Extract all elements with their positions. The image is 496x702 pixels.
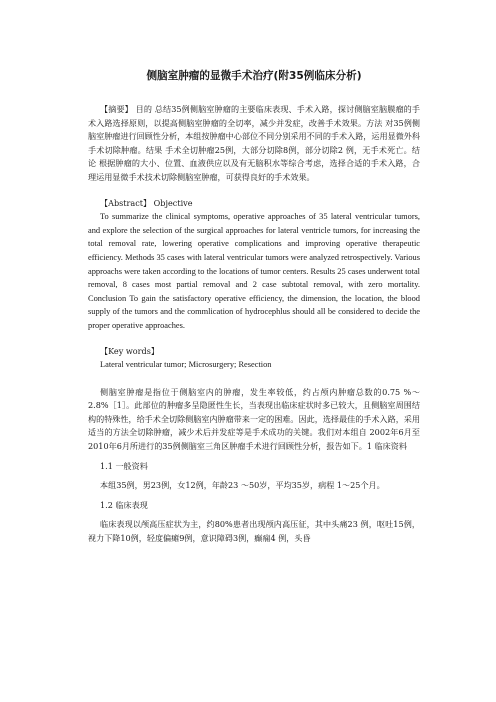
- english-abstract: To summarize the clinical symptoms, operative approaches of 35 lateral ventricular tumors, and explore the selection of the surgical approaches for lateral ventricle tumors, for increasing the total removal rate, lowering operative complications and improving operative therapeutic efficiency. Methods 35 cases with lateral ventricular tumors were analyzed retrospectively. Various approachs were taken according to the locations of tumor centers. Results 25 cases underwent total removal, 8 cases most partial removal and 2 case subtotal removal, with zero mortality. Conclusion To gain the satisfactory operative efficiency, the dimension, the location, the blood supply of the tumors and the commlication of hydrocephlus should all be considered to decide the proper operative approaches.: [88, 212, 420, 330]
- article-body: [88, 58, 420, 546]
- english-abstract-heading: 【Abstract】 Objective: [100, 197, 193, 208]
- keywords-heading: 【Key words】: [100, 345, 159, 356]
- keywords-text: Lateral ventricular tumor; Microsurgery; Resection: [100, 360, 272, 370]
- introduction-paragraph: 侧脑室肿瘤是指位于侧脑室内的肿瘤，发生率较低，约占颅内肿瘤总数的0.75 %～2.8%［1］。此部位的肿瘤多呈隐匿性生长，当表现出临床症状时多已较大，且侧脑室周围结构的特殊性，给手术全切除侧脑室内肿瘤带来一定的困难。因此，选择最佳的手术入路，采用适当的方法全切除肿瘤，减少术后并发症等是手术成功的关键。我们对本组自 2002年6月至2010年6月所进行的35例侧脑室三角区肿瘤手术进行回顾性分析，报告如下。1 临床资料: [88, 386, 420, 452]
- article-title: 侧脑室肿瘤的显微手术治疗(附35例临床分析): [146, 70, 362, 82]
- section-1-2-paragraph: 临床表现以颅高压症状为主，约80%患者出现颅内高压征，其中头痛23 例，呕吐15例，视力下降10例，轻度偏瘫9例，意识障碍3例，癫痫4 例，头昏: [88, 519, 420, 544]
- chinese-abstract: 【摘要】 目的 总结35例侧脑室肿瘤的主要临床表现、手术入路，探讨侧脑室脑膜瘤的手术入路选择原则，以提高侧脑室肿瘤的全切率，减少并发症，改善手术效果。方法 对35例侧脑室肿瘤进行回顾性分析，本组按肿瘤中心部位不同分别采用不同的手术入路，运用显微外科手术切除肿瘤。结果 手术全切肿瘤25例，大部分切除8例，部分切除2 例，无手术死亡。结论 根据肿瘤的大小、位置、血液供应以及有无脑积水等综合考虑，选择合适的手术入路，合理运用显微手术技术切除侧脑室肿瘤，可获得良好的手术效果。: [88, 104, 420, 182]
- section-1-2-heading: 1.2 临床表现: [100, 499, 148, 510]
- section-1-1-paragraph: 本组35例，男23例，女12例，年龄23 ～50岁，平均35岁，病程 1～25个月。: [100, 480, 385, 491]
- section-1-1-heading: 1.1 一般资料: [100, 460, 148, 471]
